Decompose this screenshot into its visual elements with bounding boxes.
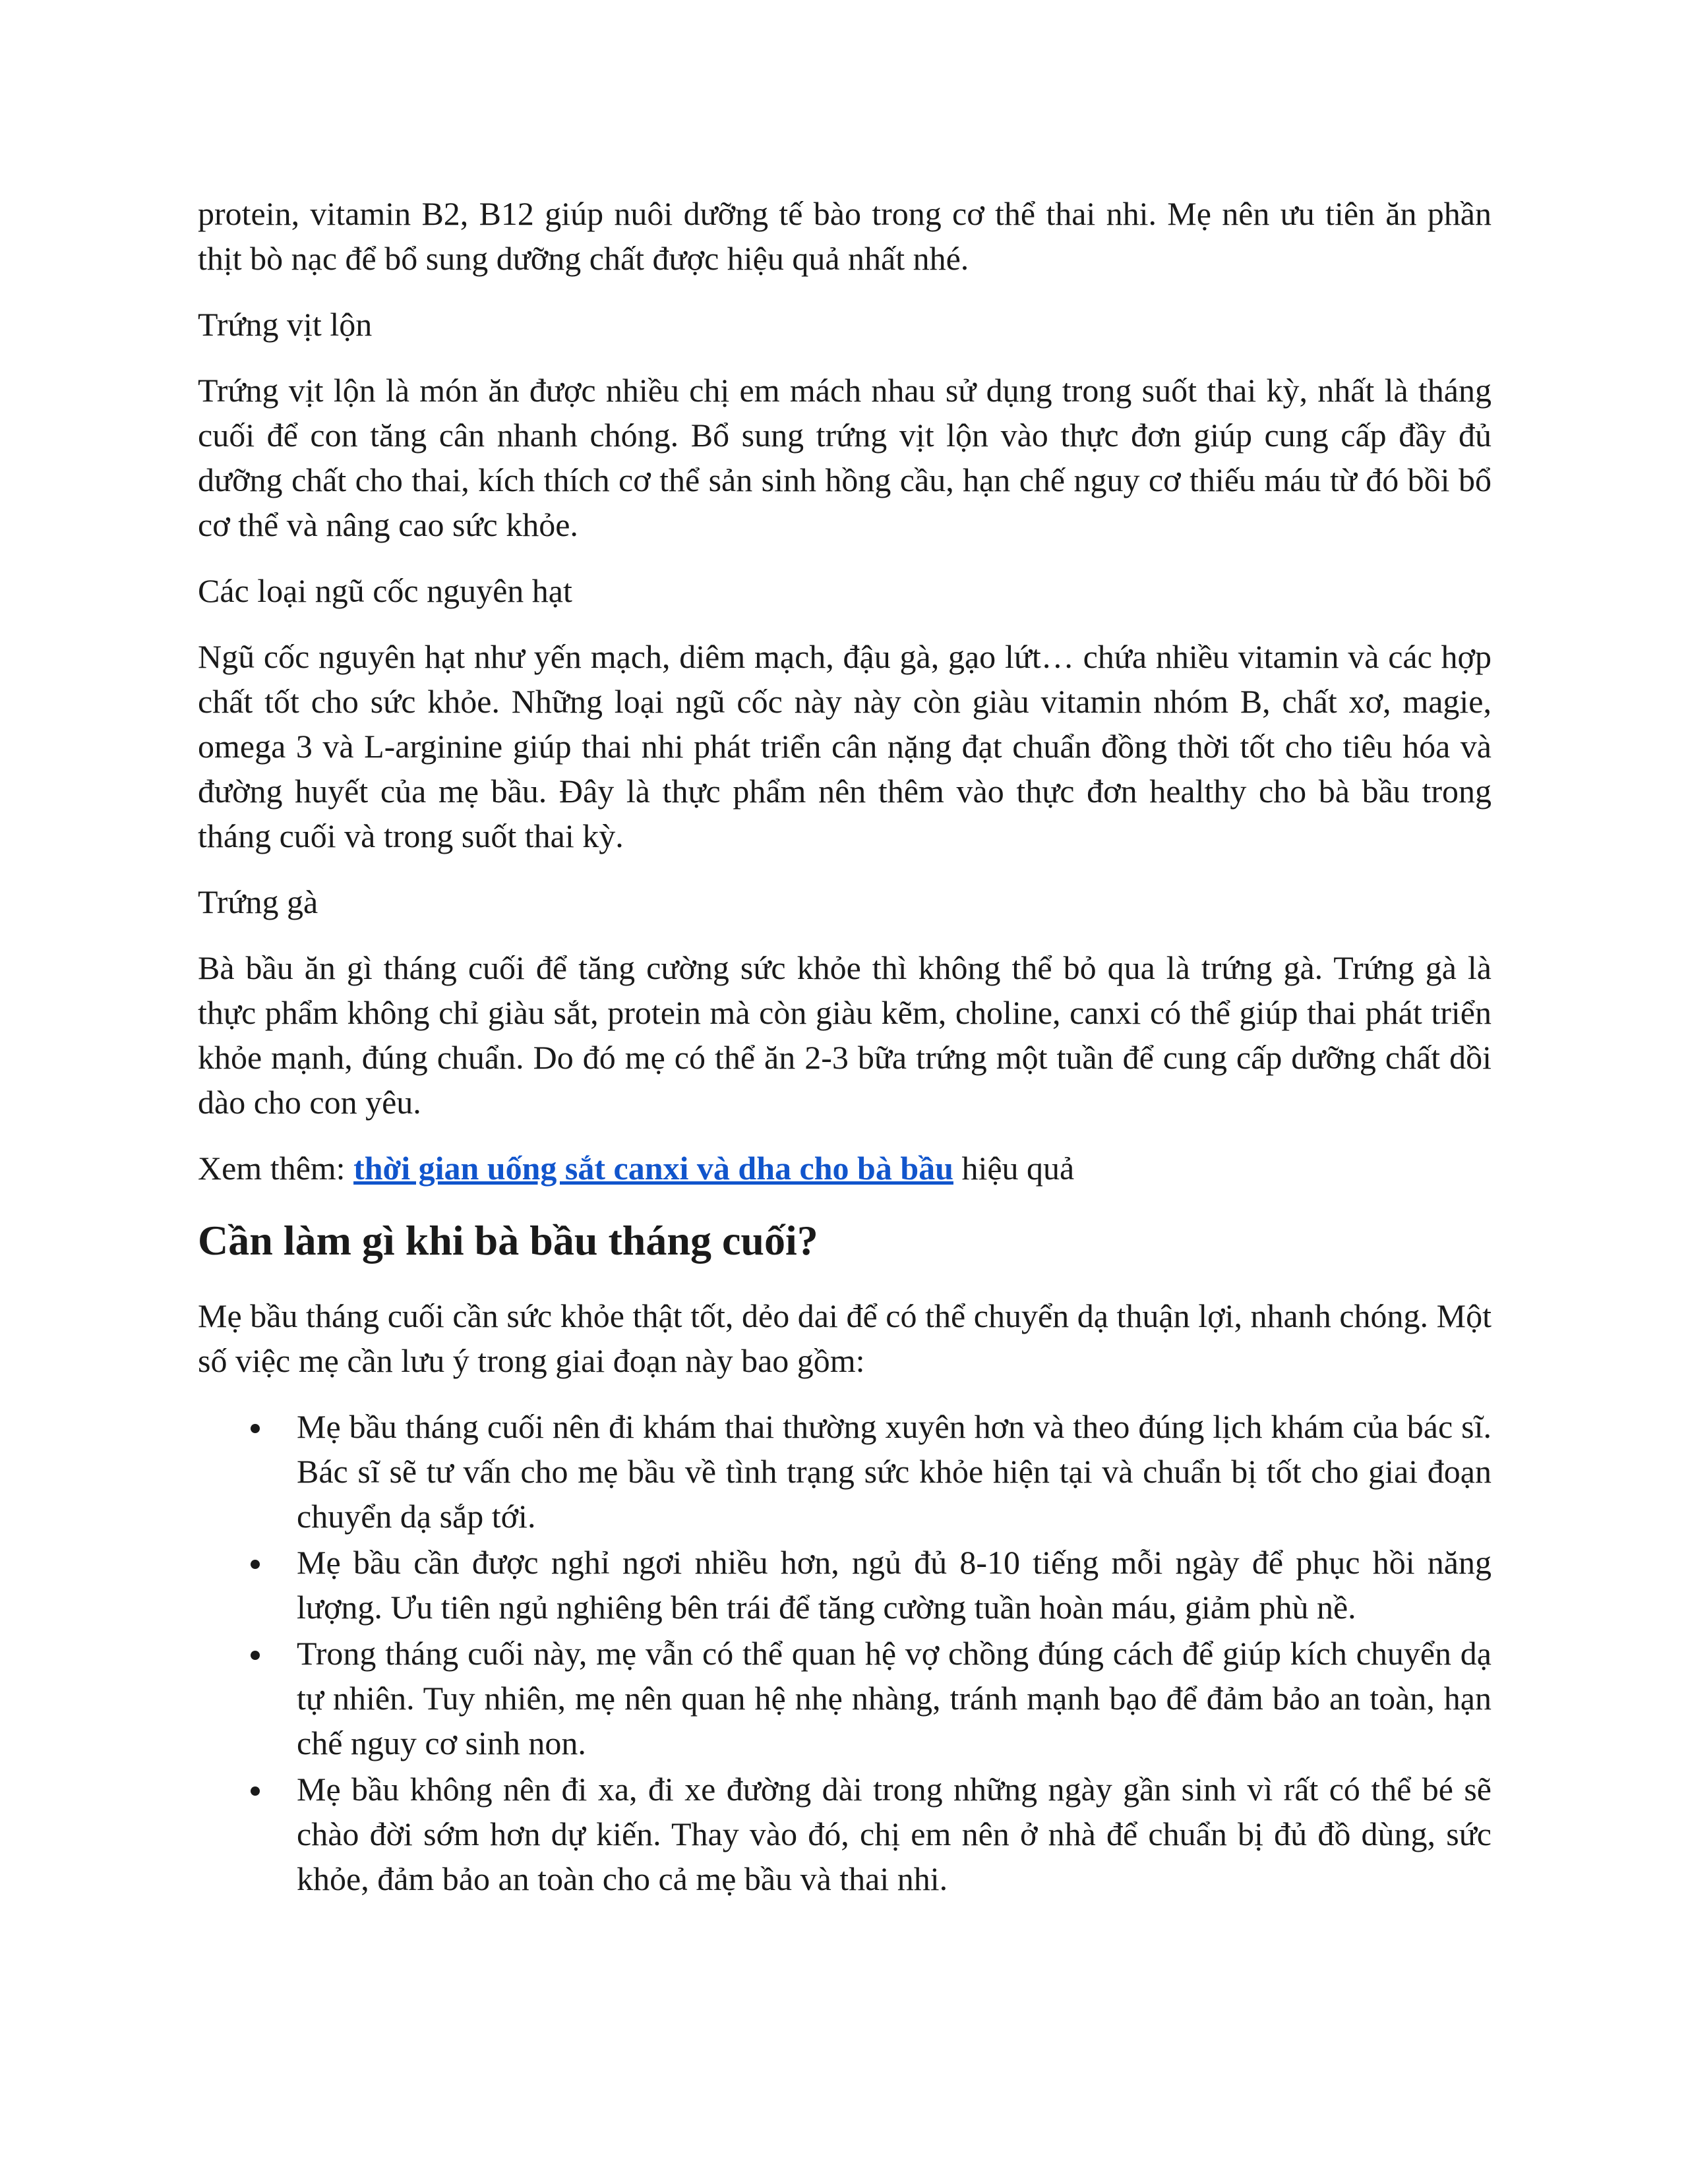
paragraph-trung-vit-lon: Trứng vịt lộn là món ăn được nhiều chị em mách nhau sử dụng trong suốt thai kỳ, nhất là tháng cuối để con tăng cân nhanh chóng. Bổ sung trứng vịt lộn vào thực đơn giúp cung cấp đầy đủ dưỡng chất cho thai, kích thích cơ thể sản sinh hồng cầu, hạn chế nguy cơ thiếu máu từ đó bồi bổ cơ thể và nâng cao sức khỏe.: [198, 372, 1492, 543]
bullet-icon: [251, 1786, 260, 1796]
section-heading: Cần làm gì khi bà bầu tháng cuối?: [198, 1217, 818, 1264]
paragraph-beef-protein: protein, vitamin B2, B12 giúp nuôi dưỡng tế bào trong cơ thể thai nhi. Mẹ nên ưu tiên ăn phần thịt bò nạc để bổ sung dưỡng chất được hiệu quả nhất nhé.: [198, 195, 1492, 277]
paragraph-ngu-coc: Ngũ cốc nguyên hạt như yến mạch, diêm mạch, đậu gà, gạo lứt… chứa nhiều vitamin và các hợp chất tốt cho sức khỏe. Những loại ngũ cốc này này còn giàu vitamin nhóm B, chất xơ, magie, omega 3 và L-arginine giúp thai nhi phát triển cân nặng đạt chuẩn đồng thời tốt cho tiêu hóa và đường huyết của mẹ bầu. Đây là thực phẩm nên thêm vào thực đơn healthy cho bà bầu trong tháng cuối và trong suốt thai kỳ.: [198, 638, 1492, 854]
list-item: [198, 1540, 1492, 1630]
subheading-trung-ga: Trứng gà: [198, 883, 318, 920]
bullet-icon: [251, 1651, 260, 1660]
bullet-list: [198, 1404, 1492, 1901]
section-intro: Mẹ bầu tháng cuối cần sức khỏe thật tốt, dẻo dai để có thể chuyển dạ thuận lợi, nhanh chóng. Một số việc mẹ cần lưu ý trong giai đoạn này bao gồm:: [198, 1297, 1492, 1379]
list-item-text: Mẹ bầu không nên đi xa, đi xe đường dài trong những ngày gần sinh vì rất có thể bé sẽ chào đời sớm hơn dự kiến. Thay vào đó, chị em nên ở nhà để chuẩn bị đủ đồ dùng, sức khỏe, đảm bảo an toàn cho cả mẹ bầu và thai nhi.: [297, 1771, 1492, 1897]
see-more-prefix: Xem thêm:: [198, 1150, 354, 1187]
list-item-text: Mẹ bầu tháng cuối nên đi khám thai thường xuyên hơn và theo đúng lịch khám của bác sĩ. Bác sĩ sẽ tư vấn cho mẹ bầu về tình trạng sức khỏe hiện tại và chuẩn bị tốt cho giai đoạn chuyển dạ sắp tới.: [297, 1408, 1492, 1535]
see-more-line: [198, 1146, 1492, 1191]
document-page: [198, 191, 1492, 1903]
see-more-suffix: hiệu quả: [953, 1150, 1075, 1187]
list-item: [198, 1404, 1492, 1539]
see-more-link[interactable]: thời gian uống sắt canxi và dha cho bà bầu: [353, 1150, 953, 1187]
subheading-ngu-coc: Các loại ngũ cốc nguyên hạt: [198, 572, 572, 609]
list-item: [198, 1631, 1492, 1765]
paragraph-trung-ga: Bà bầu ăn gì tháng cuối để tăng cường sức khỏe thì không thể bỏ qua là trứng gà. Trứng gà là thực phẩm không chỉ giàu sắt, protein mà còn giàu kẽm, choline, canxi có thể giúp thai phát triển khỏe mạnh, đúng chuẩn. Do đó mẹ có thể ăn 2-3 bữa trứng một tuần để cung cấp dưỡng chất dồi dào cho con yêu.: [198, 949, 1492, 1121]
bullet-icon: [251, 1424, 260, 1433]
bullet-icon: [251, 1560, 260, 1569]
subheading-trung-vit-lon: Trứng vịt lộn: [198, 306, 373, 343]
list-item-text: Mẹ bầu cần được nghỉ ngơi nhiều hơn, ngủ đủ 8-10 tiếng mỗi ngày để phục hồi năng lượng. Ưu tiên ngủ nghiêng bên trái để tăng cường tuần hoàn máu, giảm phù nề.: [297, 1544, 1492, 1626]
list-item-text: Trong tháng cuối này, mẹ vẫn có thể quan hệ vợ chồng đúng cách để giúp kích chuyển dạ tự nhiên. Tuy nhiên, mẹ nên quan hệ nhẹ nhàng, tránh mạnh bạo để đảm bảo an toàn, hạn chế nguy cơ sinh non.: [297, 1635, 1492, 1761]
list-item: [198, 1767, 1492, 1901]
